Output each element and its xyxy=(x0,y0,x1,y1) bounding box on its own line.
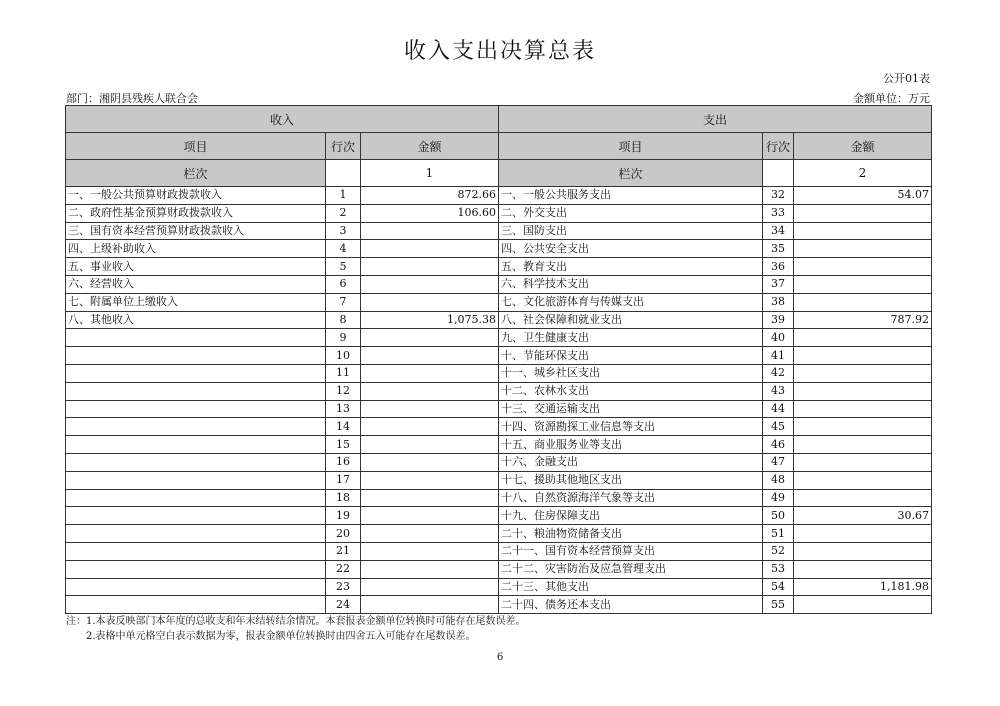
income-amount-cell xyxy=(361,382,499,400)
expense-row-no-cell: 53 xyxy=(763,560,794,578)
income-amount-cell xyxy=(361,400,499,418)
expense-amount-cell: 30.67 xyxy=(794,507,932,525)
table-row xyxy=(66,471,932,489)
income-row-no-cell: 19 xyxy=(326,507,361,525)
income-item-cell: 一、一般公共预算财政拨款收入 xyxy=(66,187,326,205)
income-item-cell xyxy=(66,347,326,365)
expense-row-no-cell: 40 xyxy=(763,329,794,347)
expense-column-number: 2 xyxy=(794,160,932,187)
expense-amount-cell xyxy=(794,489,932,507)
income-row-no-cell: 5 xyxy=(326,258,361,276)
income-item-cell: 七、附属单位上缴收入 xyxy=(66,293,326,311)
expense-row-no-cell: 51 xyxy=(763,525,794,543)
income-amount-cell xyxy=(361,240,499,258)
income-row-no-cell: 21 xyxy=(326,542,361,560)
expense-row-no-cell: 42 xyxy=(763,364,794,382)
expense-row-no-cell: 48 xyxy=(763,471,794,489)
expense-row-no-cell: 43 xyxy=(763,382,794,400)
income-amount-cell xyxy=(361,364,499,382)
income-item-cell xyxy=(66,364,326,382)
expense-row-no-cell: 39 xyxy=(763,311,794,329)
expense-item-cell: 四、公共安全支出 xyxy=(499,240,763,258)
expense-row-no-cell: 55 xyxy=(763,596,794,614)
form-number: 公开01表 xyxy=(883,72,930,85)
expense-item-cell: 一、一般公共服务支出 xyxy=(499,187,763,205)
expense-row-no-cell: 32 xyxy=(763,187,794,205)
expense-item-cell: 六、科学技术支出 xyxy=(499,275,763,293)
income-row-no-cell: 17 xyxy=(326,471,361,489)
expense-amount-cell xyxy=(794,258,932,276)
income-item-cell: 三、国有资本经营预算财政拨款收入 xyxy=(66,222,326,240)
income-row-no-cell: 2 xyxy=(326,204,361,222)
expense-row-no-cell: 44 xyxy=(763,400,794,418)
expense-item-cell: 十四、资源勘探工业信息等支出 xyxy=(499,418,763,436)
expense-row-no-cell: 38 xyxy=(763,293,794,311)
income-item-cell xyxy=(66,418,326,436)
income-item-cell: 二、政府性基金预算财政拨款收入 xyxy=(66,204,326,222)
income-row-no-cell: 24 xyxy=(326,596,361,614)
income-item-cell xyxy=(66,596,326,614)
table-row xyxy=(66,311,932,329)
table-row xyxy=(66,187,932,205)
expense-row-no-cell: 34 xyxy=(763,222,794,240)
table-row xyxy=(66,347,932,365)
income-amount-cell xyxy=(361,293,499,311)
expense-item-cell: 二十、粮油物资储备支出 xyxy=(499,525,763,543)
income-row-no-cell: 3 xyxy=(326,222,361,240)
income-amount-cell xyxy=(361,258,499,276)
amount-unit-label: 金额单位：万元 xyxy=(853,92,930,105)
expense-amount-cell xyxy=(794,525,932,543)
income-row-no-cell: 16 xyxy=(326,453,361,471)
expense-item-cell: 十一、城乡社区支出 xyxy=(499,364,763,382)
table-row xyxy=(66,542,932,560)
income-amount-cell: 872.66 xyxy=(361,187,499,205)
expense-header: 支出 xyxy=(499,106,932,133)
income-amount-cell xyxy=(361,436,499,454)
note-1: 注：1.本表反映部门本年度的总收支和年末结转结余情况。本套报表金额单位转换时可能存在尾数误差。 xyxy=(66,616,526,627)
expense-item-cell: 十五、商业服务业等支出 xyxy=(499,436,763,454)
expense-amount-cell: 787.92 xyxy=(794,311,932,329)
expense-item-cell: 九、卫生健康支出 xyxy=(499,329,763,347)
income-row-no-header: 行次 xyxy=(326,133,361,160)
expense-item-cell: 三、国防支出 xyxy=(499,222,763,240)
income-item-cell xyxy=(66,453,326,471)
income-item-cell xyxy=(66,542,326,560)
expense-item-cell: 七、文化旅游体育与传媒支出 xyxy=(499,293,763,311)
expense-row-no-header: 行次 xyxy=(763,133,794,160)
expense-amount-cell xyxy=(794,400,932,418)
expense-amount-cell xyxy=(794,596,932,614)
page-number: 6 xyxy=(496,652,504,663)
table-row xyxy=(66,418,932,436)
table-row xyxy=(66,364,932,382)
income-item-cell: 八、其他收入 xyxy=(66,311,326,329)
expense-item-cell: 二十三、其他支出 xyxy=(499,578,763,596)
income-item-cell xyxy=(66,507,326,525)
expense-amount-cell xyxy=(794,204,932,222)
income-column-blank xyxy=(326,160,361,187)
expense-amount-cell xyxy=(794,293,932,311)
table-row xyxy=(66,275,932,293)
income-header: 收入 xyxy=(66,106,499,133)
table-row xyxy=(66,204,932,222)
report-title: 收入支出决算总表 xyxy=(403,39,596,64)
expense-amount-cell xyxy=(794,453,932,471)
expense-item-cell: 二、外交支出 xyxy=(499,204,763,222)
income-item-cell xyxy=(66,525,326,543)
expense-amount-cell xyxy=(794,329,932,347)
expense-amount-cell xyxy=(794,382,932,400)
table-row xyxy=(66,240,932,258)
table-row xyxy=(66,400,932,418)
income-amount-cell xyxy=(361,596,499,614)
table-row xyxy=(66,436,932,454)
expense-item-cell: 十二、农林水支出 xyxy=(499,382,763,400)
income-item-header: 项目 xyxy=(66,133,326,160)
expense-amount-cell xyxy=(794,542,932,560)
table-row xyxy=(66,453,932,471)
table-row xyxy=(66,578,932,596)
expense-amount-header: 金额 xyxy=(794,133,932,160)
expense-row-no-cell: 33 xyxy=(763,204,794,222)
income-amount-cell xyxy=(361,347,499,365)
expense-row-no-cell: 36 xyxy=(763,258,794,276)
income-column-label: 栏次 xyxy=(66,160,326,187)
expense-amount-cell xyxy=(794,364,932,382)
expense-row-no-cell: 54 xyxy=(763,578,794,596)
expense-item-cell: 五、教育支出 xyxy=(499,258,763,276)
income-row-no-cell: 11 xyxy=(326,364,361,382)
expense-item-cell: 八、社会保障和就业支出 xyxy=(499,311,763,329)
table-notes xyxy=(66,614,526,644)
income-row-no-cell: 20 xyxy=(326,525,361,543)
income-column-number: 1 xyxy=(361,160,499,187)
income-row-no-cell: 14 xyxy=(326,418,361,436)
expense-item-cell: 十六、金融支出 xyxy=(499,453,763,471)
table-row xyxy=(66,525,932,543)
income-item-cell xyxy=(66,489,326,507)
table-row xyxy=(66,489,932,507)
expense-item-header: 项目 xyxy=(499,133,763,160)
table-row xyxy=(66,222,932,240)
table-row xyxy=(66,507,932,525)
expense-row-no-cell: 52 xyxy=(763,542,794,560)
income-item-cell: 五、事业收入 xyxy=(66,258,326,276)
income-row-no-cell: 18 xyxy=(326,489,361,507)
expense-row-no-cell: 49 xyxy=(763,489,794,507)
income-amount-header: 金额 xyxy=(361,133,499,160)
income-item-cell: 六、经营收入 xyxy=(66,275,326,293)
income-amount-cell xyxy=(361,560,499,578)
table-row xyxy=(66,382,932,400)
income-row-no-cell: 6 xyxy=(326,275,361,293)
expense-amount-cell xyxy=(794,560,932,578)
note-2: 2.表格中单元格空白表示数据为零，报表金额单位转换时由四舍五入可能存在尾数误差。 xyxy=(86,631,476,642)
expense-column-label: 栏次 xyxy=(499,160,763,187)
income-item-cell xyxy=(66,382,326,400)
expense-row-no-cell: 47 xyxy=(763,453,794,471)
expense-row-no-cell: 46 xyxy=(763,436,794,454)
income-item-cell xyxy=(66,560,326,578)
income-row-no-cell: 12 xyxy=(326,382,361,400)
table-row xyxy=(66,293,932,311)
income-amount-cell xyxy=(361,578,499,596)
department-label: 部门：湘阴县残疾人联合会 xyxy=(66,92,198,105)
income-amount-cell xyxy=(361,525,499,543)
income-row-no-cell: 13 xyxy=(326,400,361,418)
expense-item-cell: 十、节能环保支出 xyxy=(499,347,763,365)
income-amount-cell: 1,075.38 xyxy=(361,311,499,329)
table-row xyxy=(66,329,932,347)
income-amount-cell: 106.60 xyxy=(361,204,499,222)
expense-item-cell: 十九、住房保障支出 xyxy=(499,507,763,525)
expense-amount-cell xyxy=(794,222,932,240)
expense-column-blank xyxy=(763,160,794,187)
income-row-no-cell: 10 xyxy=(326,347,361,365)
expense-item-cell: 二十二、灾害防治及应急管理支出 xyxy=(499,560,763,578)
income-amount-cell xyxy=(361,542,499,560)
income-item-cell xyxy=(66,329,326,347)
expense-amount-cell: 1,181.98 xyxy=(794,578,932,596)
income-amount-cell xyxy=(361,222,499,240)
income-item-cell xyxy=(66,471,326,489)
expense-row-no-cell: 41 xyxy=(763,347,794,365)
expense-amount-cell: 54.07 xyxy=(794,187,932,205)
expense-item-cell: 二十一、国有资本经营预算支出 xyxy=(499,542,763,560)
income-row-no-cell: 7 xyxy=(326,293,361,311)
expense-amount-cell xyxy=(794,347,932,365)
income-row-no-cell: 23 xyxy=(326,578,361,596)
expense-item-cell: 十三、交通运输支出 xyxy=(499,400,763,418)
income-row-no-cell: 4 xyxy=(326,240,361,258)
expense-item-cell: 二十四、债务还本支出 xyxy=(499,596,763,614)
expense-row-no-cell: 37 xyxy=(763,275,794,293)
income-item-cell: 四、上级补助收入 xyxy=(66,240,326,258)
income-row-no-cell: 22 xyxy=(326,560,361,578)
income-row-no-cell: 15 xyxy=(326,436,361,454)
expense-row-no-cell: 35 xyxy=(763,240,794,258)
income-row-no-cell: 1 xyxy=(326,187,361,205)
expense-row-no-cell: 50 xyxy=(763,507,794,525)
expense-amount-cell xyxy=(794,240,932,258)
income-item-cell xyxy=(66,578,326,596)
expense-item-cell: 十七、援助其他地区支出 xyxy=(499,471,763,489)
expense-amount-cell xyxy=(794,418,932,436)
expense-item-cell: 十八、自然资源海洋气象等支出 xyxy=(499,489,763,507)
table-row xyxy=(66,258,932,276)
expense-amount-cell xyxy=(794,275,932,293)
income-amount-cell xyxy=(361,489,499,507)
income-amount-cell xyxy=(361,453,499,471)
income-amount-cell xyxy=(361,329,499,347)
expense-amount-cell xyxy=(794,436,932,454)
expense-row-no-cell: 45 xyxy=(763,418,794,436)
income-row-no-cell: 8 xyxy=(326,311,361,329)
income-row-no-cell: 9 xyxy=(326,329,361,347)
income-amount-cell xyxy=(361,471,499,489)
income-item-cell xyxy=(66,400,326,418)
income-amount-cell xyxy=(361,507,499,525)
income-item-cell xyxy=(66,436,326,454)
income-expense-table xyxy=(65,105,932,614)
table-row xyxy=(66,596,932,614)
income-amount-cell xyxy=(361,275,499,293)
expense-amount-cell xyxy=(794,471,932,489)
table-row xyxy=(66,560,932,578)
income-amount-cell xyxy=(361,418,499,436)
